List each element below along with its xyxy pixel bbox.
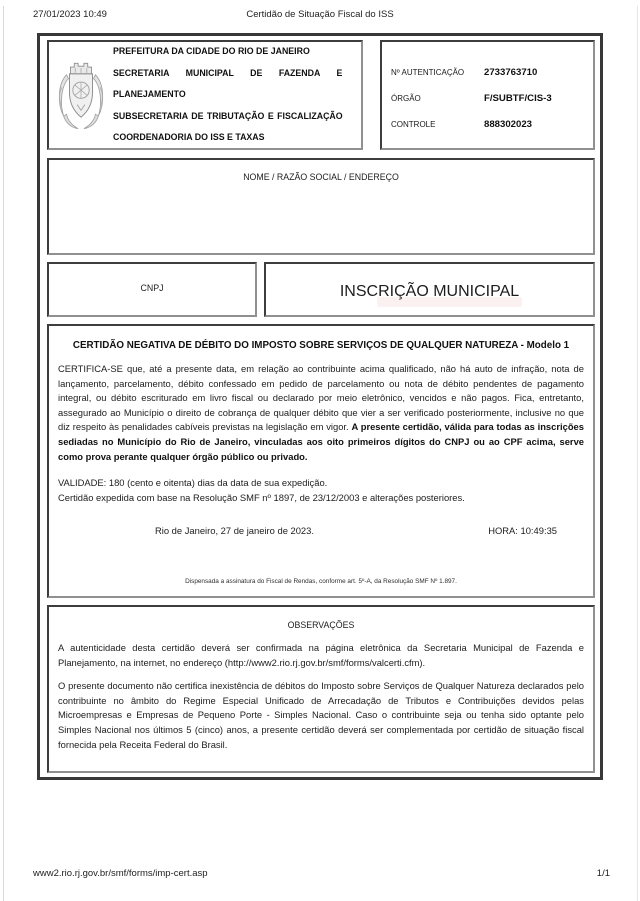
certificate-text-normal: CERTIFICA-SE que, até a presente data, em relação ao contribuinte acima qualificado, não há auto de infração, nota de lançamento, parcelamento, débito confessado em pedido de parcelamento ou nota de débito pendentes de pagamento integral, ou débito escriturado em livro fiscal ou declarado por meio eletrônico, vencidos e não pagos. Fica, entretanto, assegurado ao Município o direito de cobrança de qualquer débito que vier a ser verificado posteriormente, inclusive no que diz respeito às penalidades cabíveis previstas na legislação em vigor.	[58, 363, 584, 433]
issuer-identity-box	[47, 40, 363, 150]
municipal-registration-box	[264, 262, 595, 317]
rio-coat-of-arms-icon	[56, 57, 106, 133]
issuer-line-1: PREFEITURA DA CIDADE DO RIO DE JANEIRO	[113, 46, 310, 57]
taxpayer-name-address-box	[47, 158, 595, 255]
observations-title: OBSERVAÇÕES	[287, 620, 355, 630]
certificate-title: CERTIDÃO NEGATIVA DE DÉBITO DO IMPOSTO SOBRE SERVIÇOS DE QUALQUER NATUREZA - Modelo 1	[72, 340, 570, 351]
page-right-edge	[637, 6, 638, 901]
observations-paragraph-2: O presente documento não certifica inexistência de débitos do Imposto sobre Serviços de Qualquer Natureza declarados pelo contribuinte no âmbito do Regime Especial Unificado de Arrecadação de Tributos e Contribuições devidos pelas Microempresas e Empresas de Pequeno Porte - Simples Nacional. Caso o contribuinte seja ou tenha sido optante pelo Simples Nacional nos últimos 5 (cinco) anos, a presente certidão deverá ser complementada por certidão de situação fiscal fornecida pela Receita Federal do Brasil.	[58, 680, 584, 750]
auth-row-organ	[391, 93, 593, 104]
issue-date-row	[58, 525, 584, 536]
certificate-body-box	[47, 324, 595, 598]
issuer-line-4: SUBSECRETARIA DE TRIBUTAÇÃO E FISCALIZAÇÃO	[113, 110, 343, 121]
observations-paragraph-1: A autenticidade desta certidão deverá ser confirmada na página eletrônica da Secretaria Municipal de Fazenda e Planejamento, na internet, no endereço (http://www2.rio.rj.gov.br/smf/forms/valcerti.cfm).	[58, 642, 584, 668]
issuer-line-2: SECRETARIA MUNICIPAL DE FAZENDA E	[113, 67, 343, 78]
page-title: Certidão de Situação Fiscal do ISS	[246, 9, 394, 20]
print-datetime: 27/01/2023 10:49	[33, 9, 107, 20]
organ-label: ÓRGÃO	[391, 94, 421, 103]
issue-time: HORA: 10:49:35	[488, 524, 557, 536]
footer-url: www2.rio.rj.gov.br/smf/forms/imp-cert.asp	[33, 868, 208, 879]
issuer-name-block	[113, 41, 353, 149]
legal-basis-line: Certidão expedida com base na Resolução SMF nº 1897, de 23/12/2003 e alterações posteriores.	[58, 491, 465, 503]
faint-redaction-mark	[377, 297, 522, 307]
validity-line: VALIDADE: 180 (cento e oitenta) dias da data de sua expedição.	[58, 477, 328, 489]
municipal-registration-label: INSCRIÇÃO MUNICIPAL	[339, 283, 520, 300]
certificate-text-bold: A presente certidão, válida para todas as inscrições sediadas no Município do Rio de Janeiro, vinculadas aos oito primeiros dígitos do CNPJ ou ao CPF acima, serve como prova perante qualquer órgão público ou privado.	[58, 421, 584, 462]
footer-page-number: 1/1	[596, 868, 610, 879]
authentication-box	[380, 40, 595, 150]
authentication-number-label: Nº AUTENTICAÇÃO	[391, 68, 465, 77]
cnpj-label: CNPJ	[140, 283, 164, 293]
auth-row-control	[391, 119, 593, 130]
print-footer	[33, 868, 610, 879]
issuer-line-5: COORDENADORIA DO ISS E TAXAS	[113, 132, 265, 143]
cnpj-box	[47, 262, 257, 317]
certificate-document	[37, 33, 603, 780]
signature-waiver-note: Dispensada a assinatura do Fiscal de Rendas, conforme art. 5º-A, da Resolução SMF Nº 1.897.	[185, 578, 457, 585]
control-label: CONTROLE	[391, 120, 436, 129]
control-value: 888302023	[484, 119, 533, 130]
taxpayer-id-row	[47, 262, 595, 317]
taxpayer-name-address-label: NOME / RAZÃO SOCIAL / ENDEREÇO	[243, 172, 399, 182]
observations-box	[47, 605, 595, 773]
auth-row-authentication	[391, 67, 593, 78]
issuer-line-3: PLANEJAMENTO	[113, 89, 186, 100]
authentication-number-value: 2733763710	[484, 67, 538, 78]
place-and-date: Rio de Janeiro, 27 de janeiro de 2023.	[155, 524, 314, 536]
organ-value: F/SUBTF/CIS-3	[484, 93, 552, 104]
print-header	[0, 9, 640, 22]
certificate-text	[58, 362, 584, 464]
page-left-edge	[3, 6, 4, 901]
document-header-row	[47, 40, 595, 150]
